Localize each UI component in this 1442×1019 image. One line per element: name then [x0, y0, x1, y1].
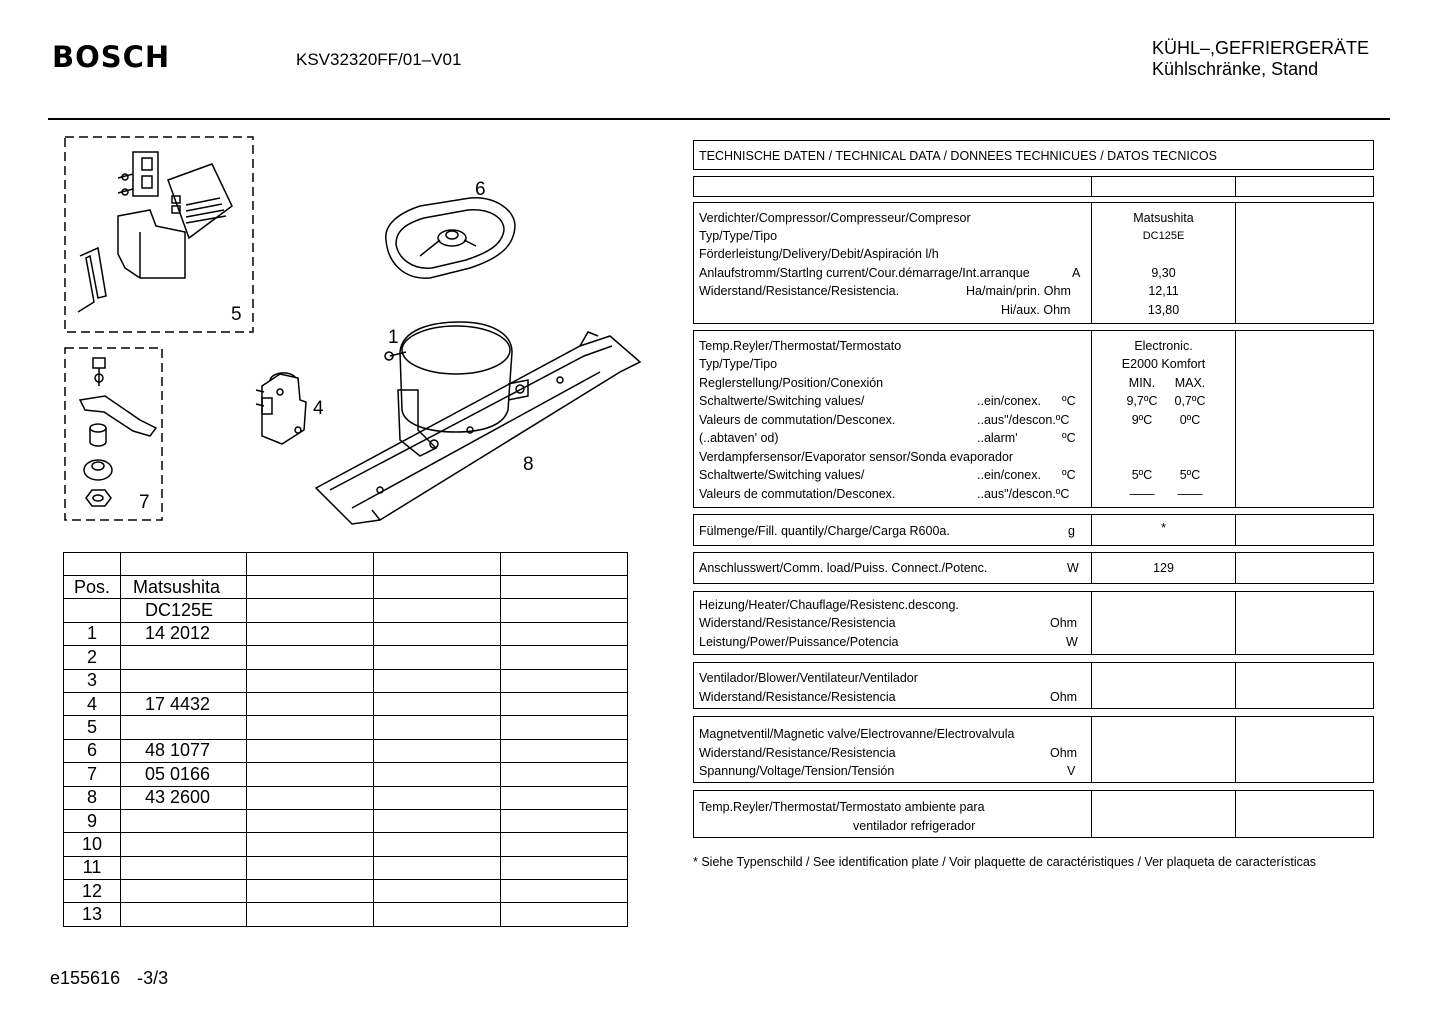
- table-cell: [501, 786, 628, 809]
- table-cell: [501, 809, 628, 832]
- spec-text: Schaltwerte/Switching values/: [699, 468, 865, 482]
- document-id: [50, 968, 168, 989]
- table-row: [64, 553, 628, 576]
- spec-text: ..ein/conex.: [977, 468, 1041, 482]
- spec-text: Typ/Type/Tipo: [699, 357, 778, 371]
- category-subtitle: Kühlschränke, Stand: [1152, 59, 1319, 79]
- spec-text: 9,7ºC: [1126, 394, 1158, 408]
- table-cell: [501, 880, 628, 903]
- compressor-box: [693, 202, 1374, 324]
- spec-text: g: [1068, 524, 1075, 538]
- heater-box: [693, 591, 1374, 655]
- starter-relay-drawing: [78, 152, 232, 312]
- table-cell: [374, 646, 501, 669]
- parts-diagram: [0, 0, 680, 540]
- page-number: -3/3: [137, 968, 169, 988]
- table-cell: [121, 809, 247, 832]
- spec-text: Hi/aux. Ohm: [1001, 303, 1071, 317]
- column-divider: [1235, 791, 1236, 837]
- spec-text: DC125E: [1142, 230, 1185, 242]
- table-cell: [374, 833, 501, 856]
- fastener-set-drawing: [80, 358, 156, 506]
- table-cell: [501, 739, 628, 762]
- spec-text: 0,7ºC: [1174, 394, 1206, 408]
- spec-text: *: [1161, 521, 1166, 535]
- column-divider: [1091, 177, 1092, 196]
- table-cell: [501, 669, 628, 692]
- table-cell: [247, 646, 374, 669]
- table-cell: [374, 903, 501, 926]
- spec-text: V: [1067, 764, 1076, 778]
- callout-5: 5: [231, 304, 242, 325]
- spec-text: Ohm: [1050, 616, 1078, 630]
- table-cell: [247, 786, 374, 809]
- spec-text: Verdichter/Compressor/Compresseur/Compresor: [699, 211, 971, 225]
- table-cell: [501, 576, 628, 599]
- table-cell: [374, 786, 501, 809]
- table-cell: [501, 903, 628, 926]
- table-row: [64, 692, 628, 715]
- table-cell: 3: [64, 669, 121, 692]
- column-divider: [1235, 553, 1236, 583]
- table-row: [64, 622, 628, 645]
- table-cell: [374, 880, 501, 903]
- table-cell: [501, 716, 628, 739]
- spec-text: Ohm: [1050, 746, 1078, 760]
- doc-id: e155616: [50, 968, 121, 988]
- spec-text: A: [1072, 266, 1081, 280]
- column-divider: [1091, 592, 1092, 654]
- table-cell: [247, 669, 374, 692]
- table-cell: [247, 763, 374, 786]
- table-cell: 11: [64, 856, 121, 879]
- spec-text: Fülmenge/Fill. quantily/Charge/Carga R600a.: [699, 524, 950, 538]
- table-row: [64, 716, 628, 739]
- table-cell: [247, 903, 374, 926]
- table-cell: 9: [64, 809, 121, 832]
- spec-text: MAX.: [1174, 376, 1206, 390]
- table-cell: 7: [64, 763, 121, 786]
- spec-text: Ventilador/Blower/Ventilateur/Ventilador: [699, 671, 918, 685]
- table-cell: [121, 833, 247, 856]
- spec-text: Valeurs de commutation/Desconex.: [699, 487, 896, 501]
- table-cell: 2: [64, 646, 121, 669]
- column-divider: [1235, 177, 1236, 196]
- spec-text: 9ºC: [1131, 413, 1153, 427]
- spec-text: ——: [1129, 487, 1155, 501]
- compressor-drawing: [385, 322, 528, 456]
- table-cell: [247, 833, 374, 856]
- table-row: [64, 833, 628, 856]
- table-row: [64, 880, 628, 903]
- spec-text: Electronic.: [1134, 339, 1193, 353]
- tech-header-box: [693, 176, 1374, 197]
- spec-text: 129: [1153, 561, 1174, 575]
- table-cell: [374, 599, 501, 622]
- table-cell: 8: [64, 786, 121, 809]
- spec-text: W: [1067, 561, 1079, 575]
- column-divider: [1235, 515, 1236, 545]
- spec-text: Matsushita: [1133, 211, 1194, 225]
- spec-text: Schaltwerte/Switching values/: [699, 394, 865, 408]
- table-cell: [374, 716, 501, 739]
- column-divider: [1235, 717, 1236, 782]
- table-row: [64, 809, 628, 832]
- table-cell: [247, 880, 374, 903]
- table-cell: 13: [64, 903, 121, 926]
- type-header: DC125E: [121, 599, 247, 622]
- spec-text: ..aus"/descon.ºC: [977, 487, 1070, 501]
- table-cell: [374, 763, 501, 786]
- drip-tray-drawing: [386, 198, 515, 278]
- table-cell: 48 1077: [121, 739, 247, 762]
- spec-text: ..alarm': [977, 431, 1018, 445]
- table-cell: [374, 739, 501, 762]
- brand-logo: BOSCH: [52, 40, 171, 74]
- spec-text: Verdampfersensor/Evaporator sensor/Sonda evaporador: [699, 450, 1014, 464]
- connected-load-box: [693, 552, 1374, 584]
- table-row: [64, 669, 628, 692]
- table-cell: 05 0166: [121, 763, 247, 786]
- table-cell: 1: [64, 622, 121, 645]
- table-cell: [501, 763, 628, 786]
- spec-text: W: [1066, 635, 1078, 649]
- table-cell: [374, 669, 501, 692]
- table-cell: [121, 903, 247, 926]
- table-row: [64, 763, 628, 786]
- spec-text: 9,30: [1151, 266, 1176, 280]
- spec-text: Förderleistung/Delivery/Debit/Aspiración l/h: [699, 247, 939, 261]
- spec-text: Typ/Type/Tipo: [699, 229, 778, 243]
- table-row: [64, 856, 628, 879]
- callout-7: 7: [139, 492, 150, 513]
- table-cell: [247, 809, 374, 832]
- table-cell: [247, 622, 374, 645]
- tech-title-box: [693, 140, 1374, 170]
- table-cell: 17 4432: [121, 692, 247, 715]
- spec-text: 5ºC: [1179, 468, 1201, 482]
- table-cell: [247, 739, 374, 762]
- spec-text: MIN.: [1128, 376, 1156, 390]
- table-cell: 10: [64, 833, 121, 856]
- table-cell: [247, 553, 374, 576]
- table-cell: 14 2012: [121, 622, 247, 645]
- column-divider: [1235, 663, 1236, 708]
- spec-text: Spannung/Voltage/Tension/Tensión: [699, 764, 895, 778]
- manufacturer-header: Matsushita: [121, 576, 247, 599]
- table-cell: [501, 553, 628, 576]
- relay-drawing: [256, 373, 306, 444]
- table-cell: [64, 553, 121, 576]
- table-cell: 6: [64, 739, 121, 762]
- spec-text: Temp.Reyler/Thermostat/Termostato ambiente para: [699, 800, 985, 814]
- tech-title: TECHNISCHE DATEN / TECHNICAL DATA / DONNEES TECHNICUES / DATOS TECNICOS: [699, 149, 1217, 163]
- table-cell: [247, 692, 374, 715]
- spec-text: ºC: [1062, 468, 1076, 482]
- magnetic-valve-box: [693, 716, 1374, 783]
- table-cell: [374, 576, 501, 599]
- table-row: [64, 903, 628, 926]
- column-divider: [1235, 203, 1236, 323]
- table-cell: [64, 599, 121, 622]
- column-divider: [1235, 331, 1236, 507]
- column-divider: [1235, 592, 1236, 654]
- category-title: KÜHL–,GEFRIERGERÄTE: [1152, 38, 1370, 58]
- table-cell: [501, 599, 628, 622]
- spec-text: Heizung/Heater/Chauflage/Resistenc.descong.: [699, 598, 959, 612]
- spec-text: Anschlusswert/Comm. load/Puiss. Connect./Potenc.: [699, 561, 988, 575]
- callout-4: 4: [313, 398, 324, 419]
- column-divider: [1091, 717, 1092, 782]
- table-cell: [121, 856, 247, 879]
- table-cell: [501, 856, 628, 879]
- spec-text: 0ºC: [1179, 413, 1201, 427]
- table-cell: [501, 646, 628, 669]
- spec-text: E2000 Komfort: [1121, 357, 1206, 371]
- spec-text: (..abtaven' od): [699, 431, 779, 445]
- table-row: [64, 599, 628, 622]
- spec-text: Reglerstellung/Position/Conexión: [699, 376, 884, 390]
- table-cell: [374, 553, 501, 576]
- table-cell: 4: [64, 692, 121, 715]
- spec-text: ..aus"/descon.ºC: [977, 413, 1070, 427]
- spec-text: 5ºC: [1131, 468, 1153, 482]
- spec-text: Widerstand/Resistance/Resistencia: [699, 616, 896, 630]
- base-rail-drawing: [316, 332, 640, 524]
- spec-text: ——: [1177, 487, 1203, 501]
- callout-6: 6: [475, 179, 486, 200]
- table-cell: [247, 576, 374, 599]
- column-divider: [1091, 663, 1092, 708]
- spec-text: Widerstand/Resistance/Resistencia.: [699, 284, 900, 298]
- table-row: [64, 576, 628, 599]
- table-cell: [374, 809, 501, 832]
- footnote: * Siehe Typenschild / See identification plate / Voir plaquette de caractéristiques / Ver plaqueta de características: [693, 855, 1317, 869]
- table-cell: [121, 716, 247, 739]
- model-number: KSV32320FF/01–V01: [296, 50, 462, 69]
- spec-text: Leistung/Power/Puissance/Potencia: [699, 635, 899, 649]
- table-row: [64, 739, 628, 762]
- table-cell: [374, 692, 501, 715]
- table-cell: [374, 622, 501, 645]
- table-row: [64, 646, 628, 669]
- callout-8: 8: [523, 454, 534, 475]
- spec-text: Ha/main/prin. Ohm: [966, 284, 1071, 298]
- ambient-thermostat-box: [693, 790, 1374, 838]
- pos-header: Pos.: [64, 576, 121, 599]
- table-cell: [247, 856, 374, 879]
- spec-text: 12,11: [1148, 284, 1179, 298]
- spec-text: ventilador refrigerador: [853, 819, 976, 833]
- thermostat-box: [693, 330, 1374, 508]
- spec-text: Widerstand/Resistance/Resistencia: [699, 746, 896, 760]
- spec-text: Anlaufstromm/Startlng current/Cour.démarrage/Int.arranque: [699, 266, 1030, 280]
- table-cell: [121, 553, 247, 576]
- table-cell: [121, 646, 247, 669]
- spec-text: ºC: [1062, 431, 1076, 445]
- spec-text: Widerstand/Resistance/Resistencia: [699, 690, 896, 704]
- spec-text: Valeurs de commutation/Desconex.: [699, 413, 896, 427]
- table-cell: 12: [64, 880, 121, 903]
- table-cell: 43 2600: [121, 786, 247, 809]
- table-cell: [121, 880, 247, 903]
- spec-text: ..ein/conex.: [977, 394, 1041, 408]
- table-cell: [247, 716, 374, 739]
- table-cell: [374, 856, 501, 879]
- spec-text: Ohm: [1050, 690, 1078, 704]
- table-cell: 5: [64, 716, 121, 739]
- table-cell: [247, 599, 374, 622]
- table-row: [64, 786, 628, 809]
- spec-text: 13,80: [1147, 303, 1180, 317]
- parts-table: [63, 552, 628, 927]
- fill-quantity-box: [693, 514, 1374, 546]
- spec-text: Temp.Reyler/Thermostat/Termostato: [699, 339, 902, 353]
- table-cell: [501, 622, 628, 645]
- table-cell: [121, 669, 247, 692]
- spec-text: Magnetventil/Magnetic valve/Electrovanne/Electrovalvula: [699, 727, 1015, 741]
- table-cell: [501, 692, 628, 715]
- callout-1: 1: [388, 327, 399, 348]
- blower-box: [693, 662, 1374, 709]
- column-divider: [1091, 791, 1092, 837]
- table-cell: [501, 833, 628, 856]
- spec-text: ºC: [1062, 394, 1076, 408]
